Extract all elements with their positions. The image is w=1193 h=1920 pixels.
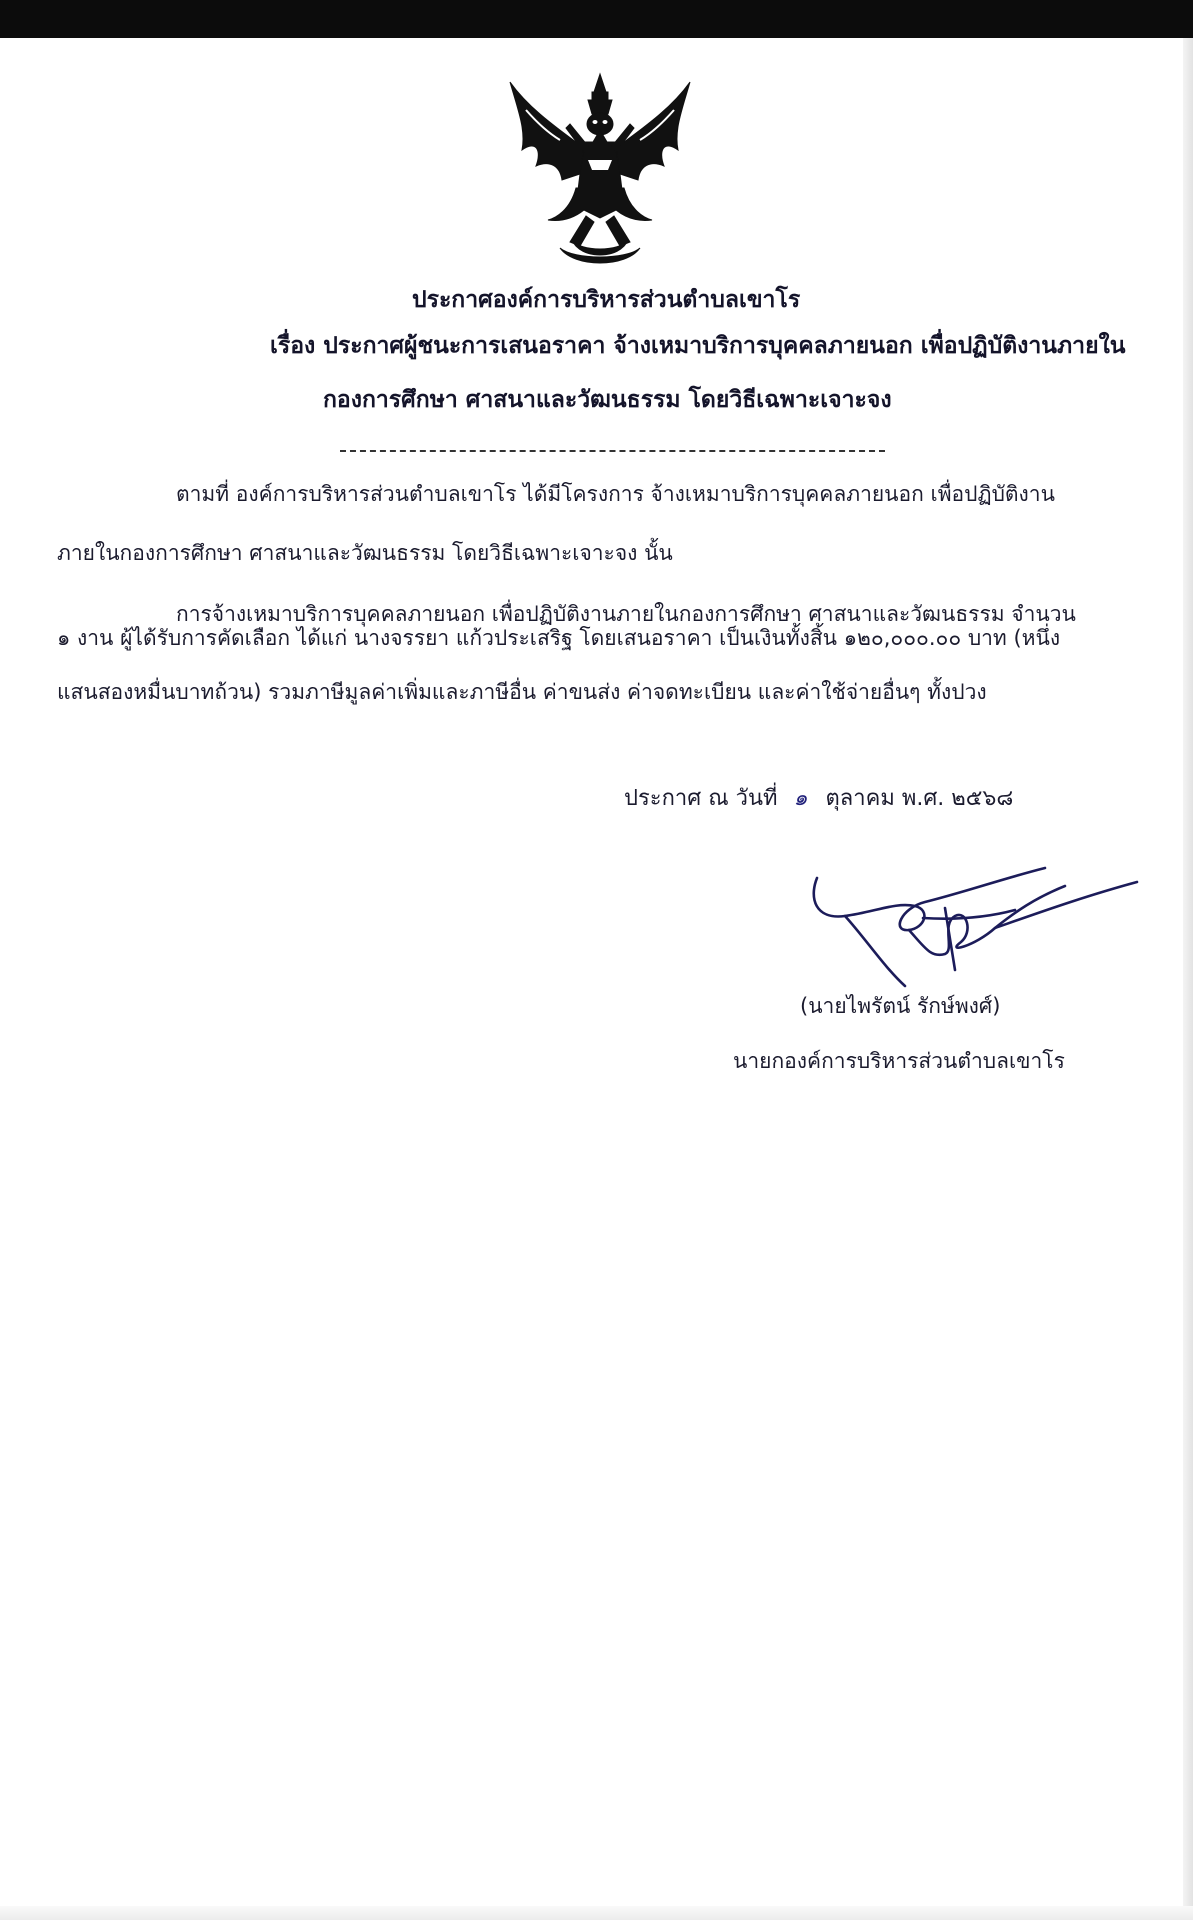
signer-title: นายกองค์การบริหารส่วนตำบลเขาโร	[733, 1049, 1065, 1073]
announcement-date	[624, 780, 1013, 815]
document-title: ประกาศองค์การบริหารส่วนตำบลเขาโร	[412, 287, 801, 313]
document-subject: เรื่อง ประกาศผู้ชนะการเสนอราคา จ้างเหมาบริการบุคคลภายนอก เพื่อปฏิบัติงานภายใน	[270, 333, 1126, 359]
body-paragraph-2-line-3: แสนสองหมื่นบาทถ้วน) รวมภาษีมูลค่าเพิ่มและภาษีอื่น ค่าขนส่ง ค่าจดทะเบียน และค่าใช้จ่ายอื่นๆ ทั้งปวง	[57, 680, 987, 704]
body-paragraph-1-line-1: ตามที่ องค์การบริหารส่วนตำบลเขาโร ได้มีโครงการ จ้างเหมาบริการบุคคลภายนอก เพื่อปฏิบัติงาน	[176, 482, 1055, 506]
date-month-year: ตุลาคม พ.ศ. ๒๕๖๘	[825, 786, 1014, 811]
body-paragraph-2-line-1: การจ้างเหมาบริการบุคคลภายนอก เพื่อปฏิบัติงานภายในกองการศึกษา ศาสนาและวัฒนธรรม จำนวน	[176, 602, 1076, 626]
date-prefix: ประกาศ ณ วันที่	[624, 786, 778, 811]
scan-top-border	[0, 0, 1193, 38]
scan-right-edge	[1183, 38, 1193, 1920]
title-divider	[340, 450, 885, 452]
body-paragraph-1-line-2: ภายในกองการศึกษา ศาสนาและวัฒนธรรม โดยวิธีเฉพาะเจาะจง นั้น	[57, 541, 673, 565]
date-day-handwritten: ๑	[793, 786, 808, 811]
document-subject-continued: กองการศึกษา ศาสนาและวัฒนธรรม โดยวิธีเฉพาะเจาะจง	[323, 387, 892, 413]
scan-bottom-edge	[0, 1906, 1193, 1920]
handwritten-signature	[805, 858, 1145, 988]
garuda-emblem-icon	[500, 70, 700, 270]
body-paragraph-2-line-2: ๑ งาน ผู้ได้รับการคัดเลือก ได้แก่ นางจรรยา แก้วประเสริฐ โดยเสนอราคา เป็นเงินทั้งสิ้น ๑๒๐,๐๐๐.๐๐ บาท (หนึ่ง	[57, 626, 1061, 650]
signer-name: (นายไพรัตน์ รักษ์พงศ์)	[800, 994, 1001, 1018]
